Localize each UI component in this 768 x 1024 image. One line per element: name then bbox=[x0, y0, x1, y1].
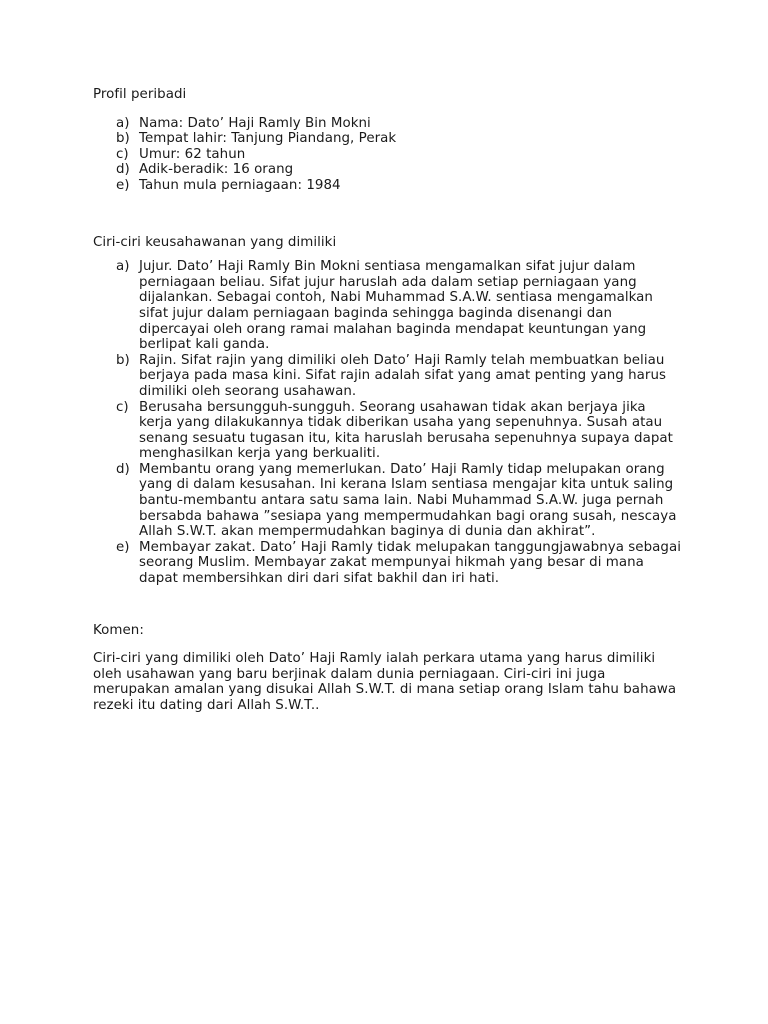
profile-item-text: Adik-beradik: 16 orang bbox=[139, 162, 294, 178]
profile-item bbox=[93, 131, 683, 147]
profile-item-text: Umur: 62 tahun bbox=[139, 146, 246, 162]
list-marker: a) bbox=[116, 115, 130, 131]
trait-item bbox=[93, 462, 683, 540]
profile-item-text: Tahun mula perniagaan: 1984 bbox=[139, 177, 341, 193]
traits-list bbox=[93, 259, 683, 586]
profile-item bbox=[93, 116, 683, 132]
document-page bbox=[93, 87, 683, 714]
trait-item bbox=[93, 400, 683, 462]
trait-item bbox=[93, 259, 683, 353]
profile-item bbox=[93, 162, 683, 178]
list-marker: d) bbox=[116, 461, 130, 477]
profile-item bbox=[93, 178, 683, 194]
list-marker: d) bbox=[116, 162, 130, 178]
profile-heading: Profil peribadi bbox=[93, 87, 187, 102]
list-marker: e) bbox=[116, 539, 130, 555]
list-marker: a) bbox=[116, 259, 130, 275]
komen-heading: Komen: bbox=[93, 622, 144, 638]
list-marker: b) bbox=[116, 352, 130, 368]
list-marker: b) bbox=[116, 131, 130, 147]
list-marker: c) bbox=[116, 146, 129, 162]
trait-item bbox=[93, 353, 683, 400]
trait-item-text: Membayar zakat. Dato’ Haji Ramly tidak melupakan tanggungjawabnya sebagai seorang Muslim. Membayar zakat mempunyai hikmah yang besar di mana dapat membersihkan diri dari sifat bakhil dan iri hati. bbox=[139, 539, 681, 587]
trait-item bbox=[93, 540, 683, 587]
traits-heading: Ciri-ciri keusahawanan yang dimiliki bbox=[93, 234, 337, 250]
trait-item-text: Jujur. Dato’ Haji Ramly Bin Mokni sentiasa mengamalkan sifat jujur dalam perniagaan beliau. Sifat jujur haruslah ada dalam setiap perniagaan yang dijalankan. Sebagai contoh, Nabi Muhammad S.A.W. sentiasa mengamalkan sifat jujur dalam perniagaan baginda sehingga baginda disenangi dan dipercayai oleh orang ramai malahan baginda mendapat keuntungan yang berlipat kali ganda. bbox=[139, 259, 653, 353]
trait-item-text: Rajin. Sifat rajin yang dimiliki oleh Dato’ Haji Ramly telah membuatkan beliau berjaya pada masa kini. Sifat rajin adalah sifat yang amat penting yang harus dimiliki oleh seorang usahawan. bbox=[139, 352, 667, 399]
profile-list bbox=[93, 116, 683, 194]
list-marker: c) bbox=[116, 399, 129, 415]
profile-item bbox=[93, 147, 683, 163]
profile-item-text: Tempat lahir: Tanjung Piandang, Perak bbox=[139, 131, 397, 147]
list-marker: e) bbox=[116, 177, 130, 193]
trait-item-text: Membantu orang yang memerlukan. Dato’ Haji Ramly tidap melupakan orang yang di dalam kesusahan. Ini kerana Islam sentiasa mengajar kita untuk saling bantu-membantu antara satu sama lain. Nabi Muhammad S.A.W. juga pernah bersabda bahawa ”sesiapa yang mempermudahkan bagi orang susah, nescaya Allah S.W.T. akan mempermudahkan baginya di dunia dan akhirat”. bbox=[139, 461, 677, 540]
profile-item-text: Nama: Dato’ Haji Ramly Bin Mokni bbox=[139, 115, 371, 131]
komen-paragraph: Ciri-ciri yang dimiliki oleh Dato’ Haji Ramly ialah perkara utama yang harus dimiliki oleh usahawan yang baru berjinak dalam dunia perniagaan. Ciri-ciri ini juga merupakan amalan yang disukai Allah S.W.T. di mana setiap orang Islam tahu bahawa rezeki itu dating dari Allah S.W.T.. bbox=[93, 651, 677, 713]
trait-item-text: Berusaha bersungguh-sungguh. Seorang usahawan tidak akan berjaya jika kerja yang dilakukannya tidak diberikan usaha yang sepenuhnya. Susah atau senang sesuatu tugasan itu, kita haruslah berusaha sepenuhnya supaya dapat menghasilkan kerja yang berkualiti. bbox=[139, 399, 673, 462]
